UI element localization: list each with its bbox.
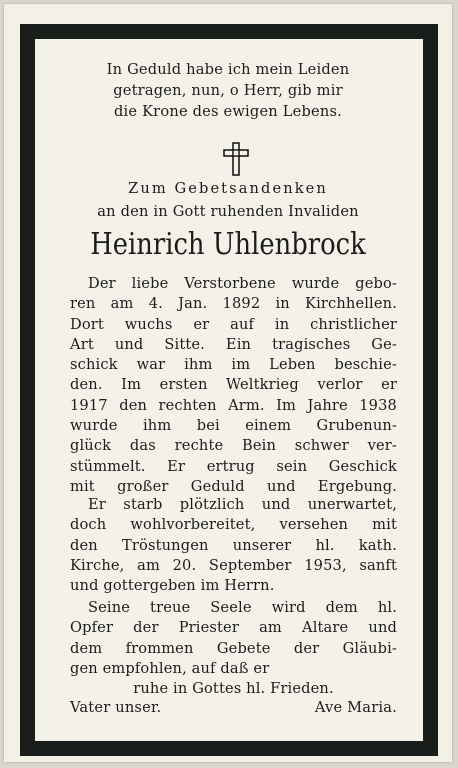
intro-line-1: Zum Gebetsandenken (128, 180, 328, 197)
latin-cross-icon (222, 142, 250, 176)
text-line: stümmelt. Er ertrug sein Geschick (70, 457, 397, 475)
footer-left-prayer: Vater unser. (70, 699, 162, 716)
intro-line-2: an den in Gott ruhenden Invaliden (97, 203, 359, 220)
text-line: dem frommen Gebete der Gläubi- (70, 639, 397, 657)
text-line: Opfer der Priester am Altare und (70, 619, 397, 637)
prayer-paragraph (70, 598, 397, 699)
text-line: Seine treue Seele wird dem hl. (88, 599, 397, 616)
biography-paragraph (70, 274, 397, 497)
text-line: schick war ihm im Leben beschie- (70, 356, 397, 374)
text-line: 1917 den rechten Arm. Im Jahre 1938 (70, 396, 397, 414)
memorial-card (4, 4, 452, 762)
text-line: Art und Sitte. Ein tragisches Ge- (70, 335, 397, 353)
text-line: doch wohlvorbereitet, versehen mit (70, 516, 397, 534)
text-line: und gottergeben im Herrn. (70, 577, 275, 595)
card-content (4, 4, 452, 762)
deceased-name: Heinrich Uhlenbrock (90, 227, 366, 262)
text-line: Dort wuchs er auf in christlicher (70, 315, 397, 333)
text-line: gen empfohlen, auf daß er (70, 659, 270, 677)
text-line: mit großer Geduld und Ergebung. (70, 477, 397, 495)
text-line: glück das rechte Bein schwer ver- (70, 437, 397, 455)
text-line: Kirche, am 20. September 1953, sanft (70, 556, 397, 574)
text-line: den Tröstungen unserer hl. kath. (70, 536, 397, 554)
text-line: Der liebe Verstorbene wurde gebo- (88, 275, 397, 292)
text-line: wurde ihm bei einem Grubenun- (70, 417, 397, 435)
text-line: den. Im ersten Weltkrieg verlor er (70, 376, 397, 394)
motto-verse (4, 59, 452, 122)
footer-right-prayer: Ave Maria. (314, 699, 397, 716)
motto-line: die Krone des ewigen Lebens. (114, 103, 342, 120)
text-line: ruhe in Gottes hl. Frieden. (133, 680, 334, 698)
text-line: Er starb plötzlich und unerwartet, (88, 496, 397, 513)
motto-line: In Geduld habe ich mein Leiden (106, 61, 350, 78)
text-line: ren am 4. Jan. 1892 in Kirchhellen. (70, 295, 397, 313)
motto-line: getragen, nun, o Herr, gib mir (113, 82, 343, 99)
death-paragraph (70, 495, 397, 596)
remembrance-heading (4, 177, 452, 223)
